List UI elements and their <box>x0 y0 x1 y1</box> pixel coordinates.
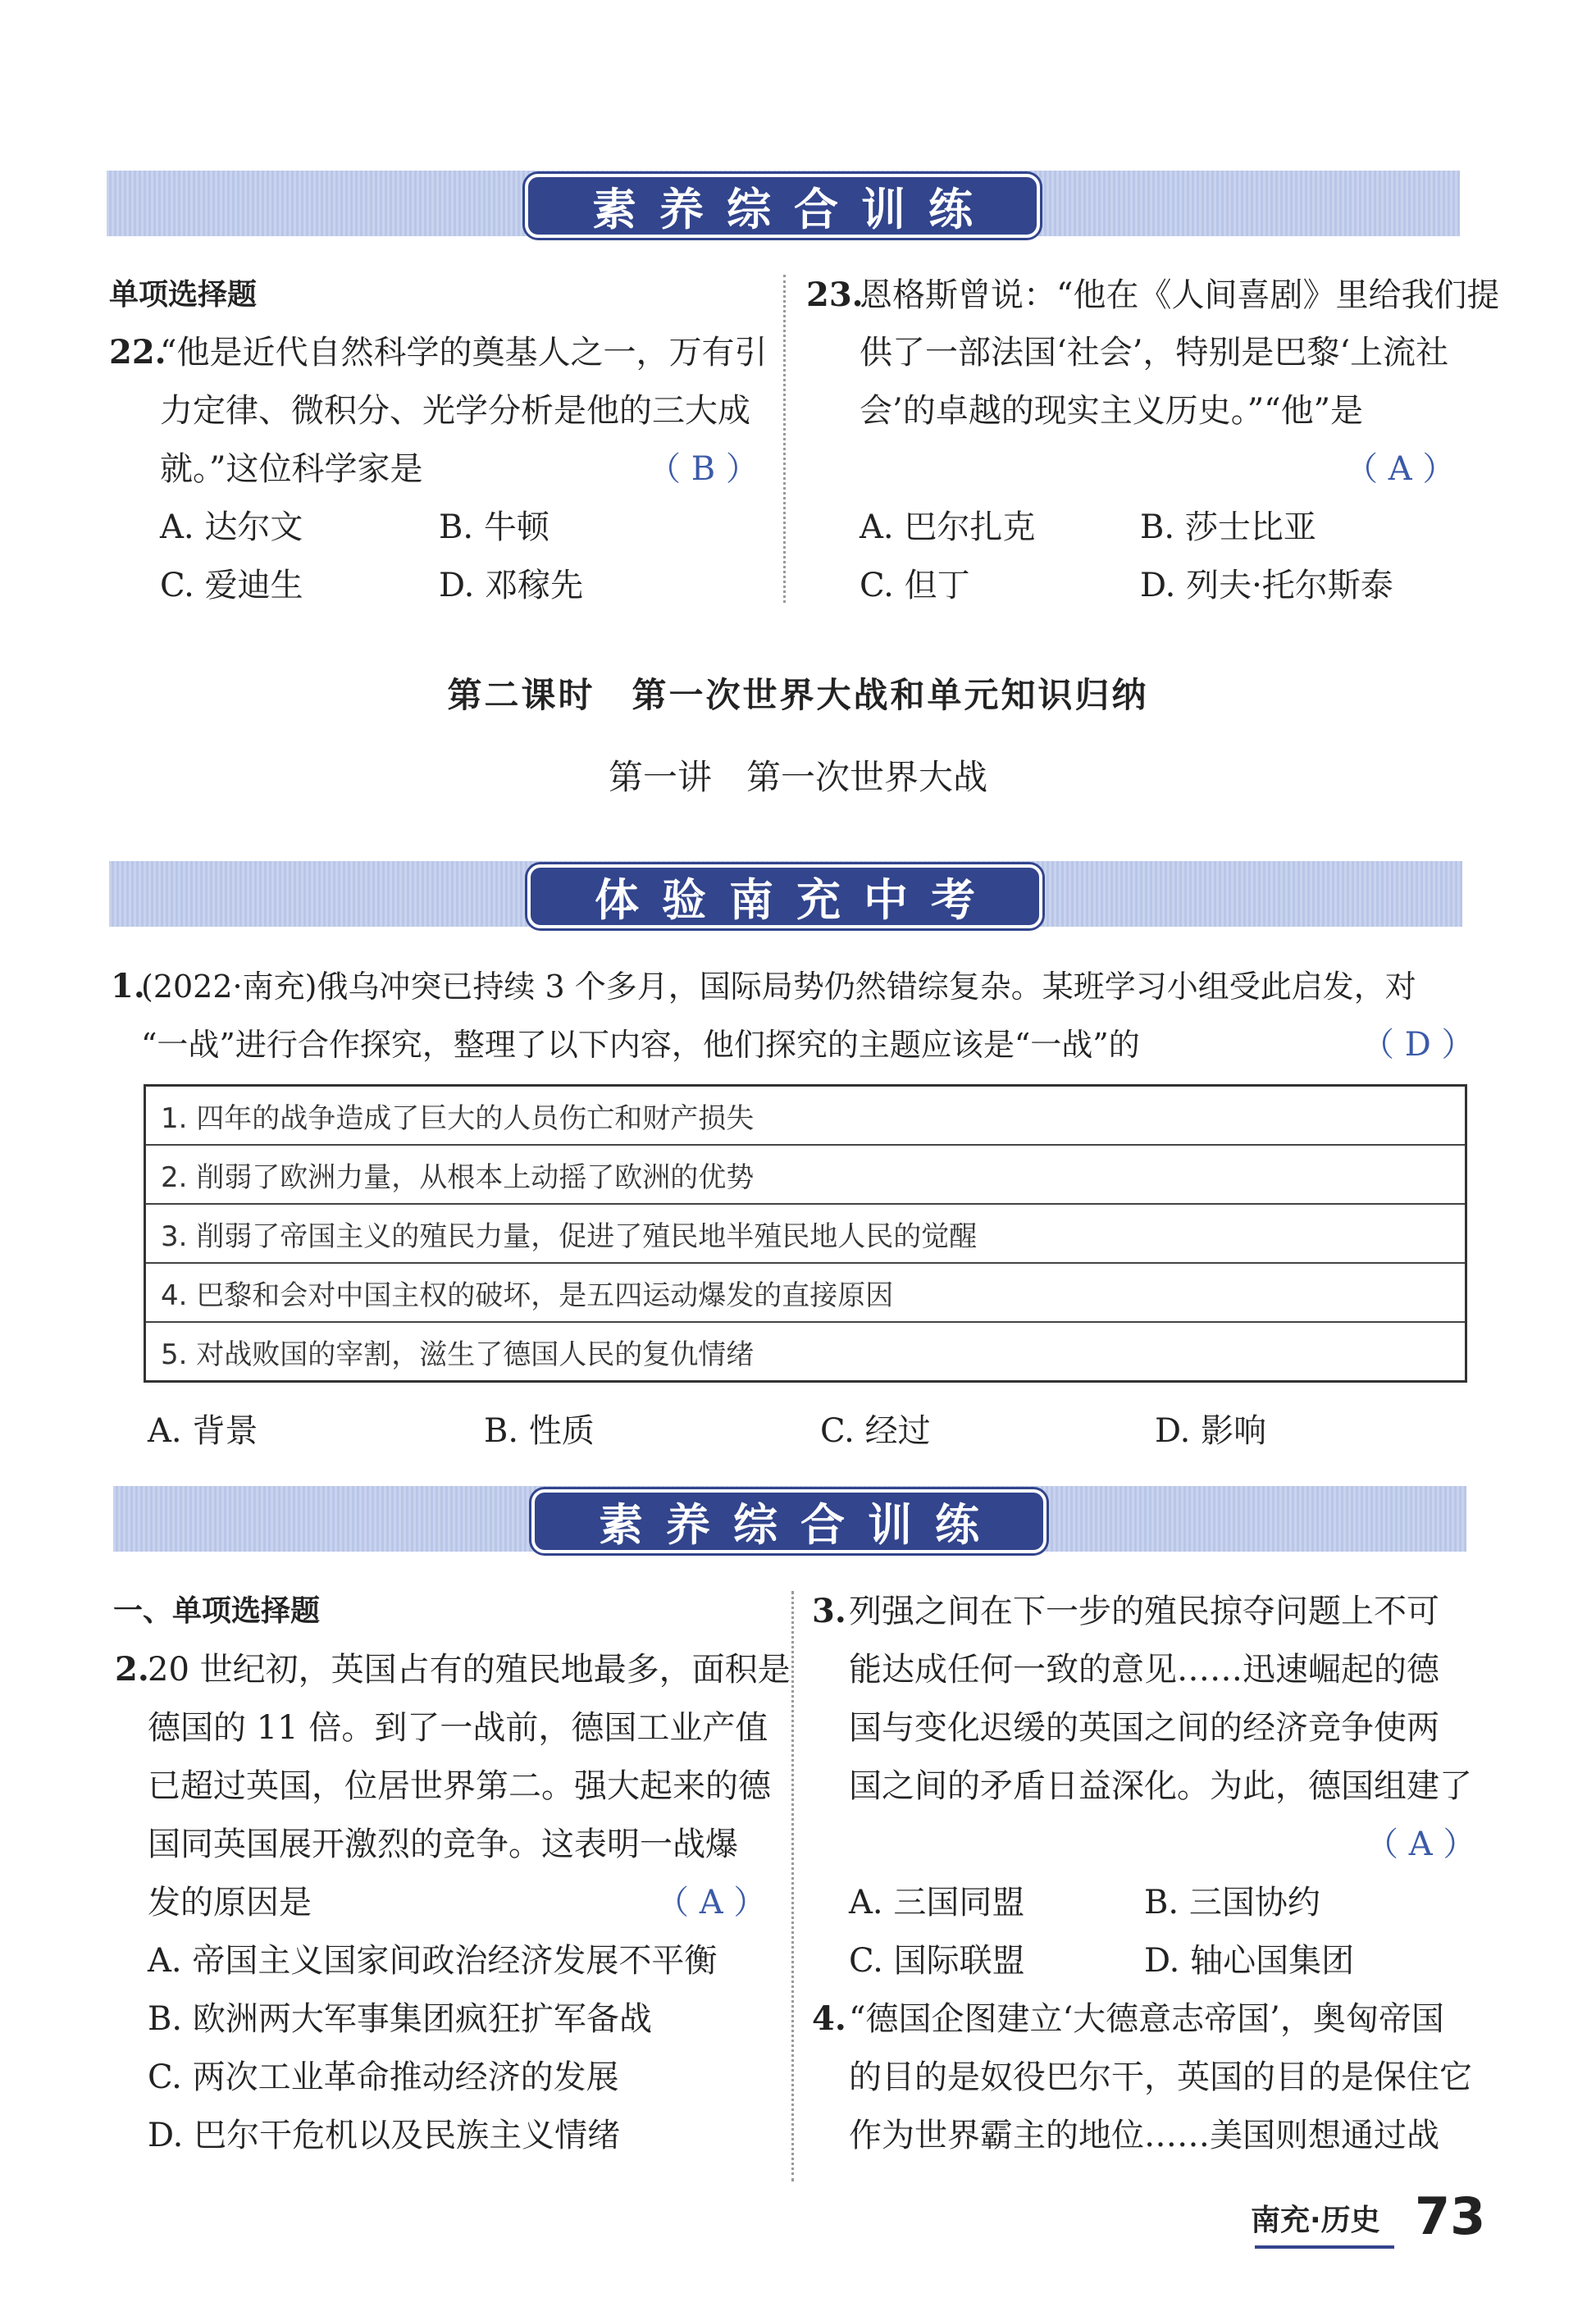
question-text-line: 列强之间在下一步的殖民掠夺问题上不可 <box>849 1593 1439 1630</box>
question-text-line: 国与变化迟缓的英国之间的经济竞争使两 <box>849 1709 1439 1747</box>
question-text-line: 供了一部法国‘社会’，特别是巴黎‘上流社 <box>860 334 1449 372</box>
banner-title: 体验南充中考 <box>527 864 1042 928</box>
banner-training-2 <box>113 1486 1466 1552</box>
option-c: C. 经过 <box>820 1412 931 1450</box>
page-number: 73 <box>1415 2186 1486 2246</box>
question-text-line: “他是近代自然科学的奠基人之一，万有引 <box>160 334 768 372</box>
question-number: 23. <box>806 276 864 314</box>
table-row <box>145 1322 1466 1382</box>
question-number: 22. <box>109 333 166 372</box>
question-text-line: 作为世界霸主的地位……美国则想通过战 <box>849 2117 1439 2154</box>
question-text-line: 德国的 11 倍。到了一战前，德国工业产值 <box>148 1709 768 1747</box>
option-d: D. 列夫·托尔斯泰 <box>1140 567 1393 604</box>
option-b: B. 莎士比亚 <box>1140 508 1316 546</box>
question-number: 1. <box>111 967 145 1005</box>
question-text-line: 恩格斯曾说：“他在《人间喜剧》里给我们提 <box>860 276 1500 314</box>
option-b: B. 三国协约 <box>1144 1884 1320 1921</box>
question-text-line: 力定律、微积分、光学分析是他的三大成 <box>160 392 750 430</box>
option-c: C. 爱迪生 <box>160 567 303 604</box>
option-c: C. 两次工业革命推动经济的发展 <box>148 2058 619 2096</box>
question-number: 3. <box>812 1592 846 1630</box>
option-a: A. 三国同盟 <box>849 1884 1025 1921</box>
section-heading: 一、单项选择题 <box>113 1594 321 1628</box>
table-row <box>145 1204 1466 1263</box>
option-b: B. 欧洲两大军事集团疯狂扩军备战 <box>148 2000 652 2038</box>
question-text-line: (2022·南充)俄乌冲突已持续 3 个多月，国际局势仍然错综复杂。某班学习小组受此启发，对 <box>141 969 1416 1005</box>
lesson-subtitle: 第一讲 第一次世界大战 <box>608 757 987 797</box>
option-a: A. 帝国主义国家间政治经济发展不平衡 <box>148 1942 718 1980</box>
table-cell: 2. 削弱了欧洲力量，从根本上动摇了欧洲的优势 <box>145 1145 1466 1204</box>
table-cell: 5. 对战败国的宰割，滋生了德国人民的复仇情绪 <box>145 1322 1466 1382</box>
column-divider <box>791 1591 794 2181</box>
option-c: C. 但丁 <box>860 567 970 604</box>
question-number: 4. <box>812 1999 846 2038</box>
question-text-line: 国之间的矛盾日益深化。为此，德国组建了 <box>849 1767 1472 1805</box>
answer-mark: （ D ） <box>1361 1026 1475 1064</box>
option-c: C. 国际联盟 <box>849 1942 1025 1980</box>
table-row <box>145 1086 1466 1146</box>
option-d: D. 轴心国集团 <box>1144 1942 1355 1980</box>
question-text-line: 能达成任何一致的意见……迅速崛起的德 <box>849 1651 1439 1689</box>
option-d: D. 邓稼先 <box>439 567 584 604</box>
section-heading: 单项选择题 <box>109 278 258 312</box>
question-text-line: “德国企图建立‘大德意志帝国’，奥匈帝国 <box>849 2000 1444 2038</box>
answer-mark: （ A ） <box>1366 1826 1476 1863</box>
footer-label: 南充·历史 <box>1251 2204 1380 2237</box>
lesson-title: 第二课时 第一次世界大战和单元知识归纳 <box>447 675 1149 715</box>
option-b: B. 牛顿 <box>439 508 549 546</box>
option-a: A. 达尔文 <box>160 508 303 546</box>
summary-table <box>144 1084 1467 1383</box>
column-divider <box>783 275 786 603</box>
footer-underline <box>1255 2245 1394 2249</box>
option-d: D. 巴尔干危机以及民族主义情绪 <box>148 2117 621 2154</box>
question-text-line: 20 世纪初，英国占有的殖民地最多，面积是 <box>148 1651 791 1689</box>
option-d: D. 影响 <box>1155 1412 1267 1450</box>
banner-exam <box>109 861 1462 927</box>
table-cell: 1. 四年的战争造成了巨大的人员伤亡和财产损失 <box>145 1086 1466 1146</box>
banner-title: 素养综合训练 <box>531 1489 1047 1553</box>
question-text-line: 国同英国展开激烈的竞争。这表明一战爆 <box>148 1826 738 1863</box>
answer-mark: （ A ） <box>656 1884 767 1921</box>
question-number: 2. <box>115 1650 149 1689</box>
question-text-line: 已超过英国，位居世界第二。强大起来的德 <box>148 1767 771 1805</box>
answer-mark: （ B ） <box>648 450 759 488</box>
banner-training-1 <box>107 171 1460 236</box>
option-b: B. 性质 <box>484 1412 595 1450</box>
table-row <box>145 1145 1466 1204</box>
option-a: A. 背景 <box>148 1412 258 1450</box>
question-text-line: 发的原因是 <box>148 1884 312 1921</box>
table-cell: 4. 巴黎和会对中国主权的破坏，是五四运动爆发的直接原因 <box>145 1263 1466 1322</box>
answer-mark: （ A ） <box>1345 450 1456 488</box>
question-text-line: 的目的是奴役巴尔干，英国的目的是保住它 <box>849 2058 1472 2096</box>
question-text-line: 就。”这位科学家是 <box>160 450 423 488</box>
table-cell: 3. 削弱了帝国主义的殖民力量，促进了殖民地半殖民地人民的觉醒 <box>145 1204 1466 1263</box>
question-text-line: “一战”进行合作探究，整理了以下内容，他们探究的主题应该是“一战”的 <box>141 1027 1140 1063</box>
banner-title: 素养综合训练 <box>525 174 1040 238</box>
table-row <box>145 1263 1466 1322</box>
option-a: A. 巴尔扎克 <box>860 508 1036 546</box>
question-text-line: 会’的卓越的现实主义历史。”“他”是 <box>860 392 1364 430</box>
